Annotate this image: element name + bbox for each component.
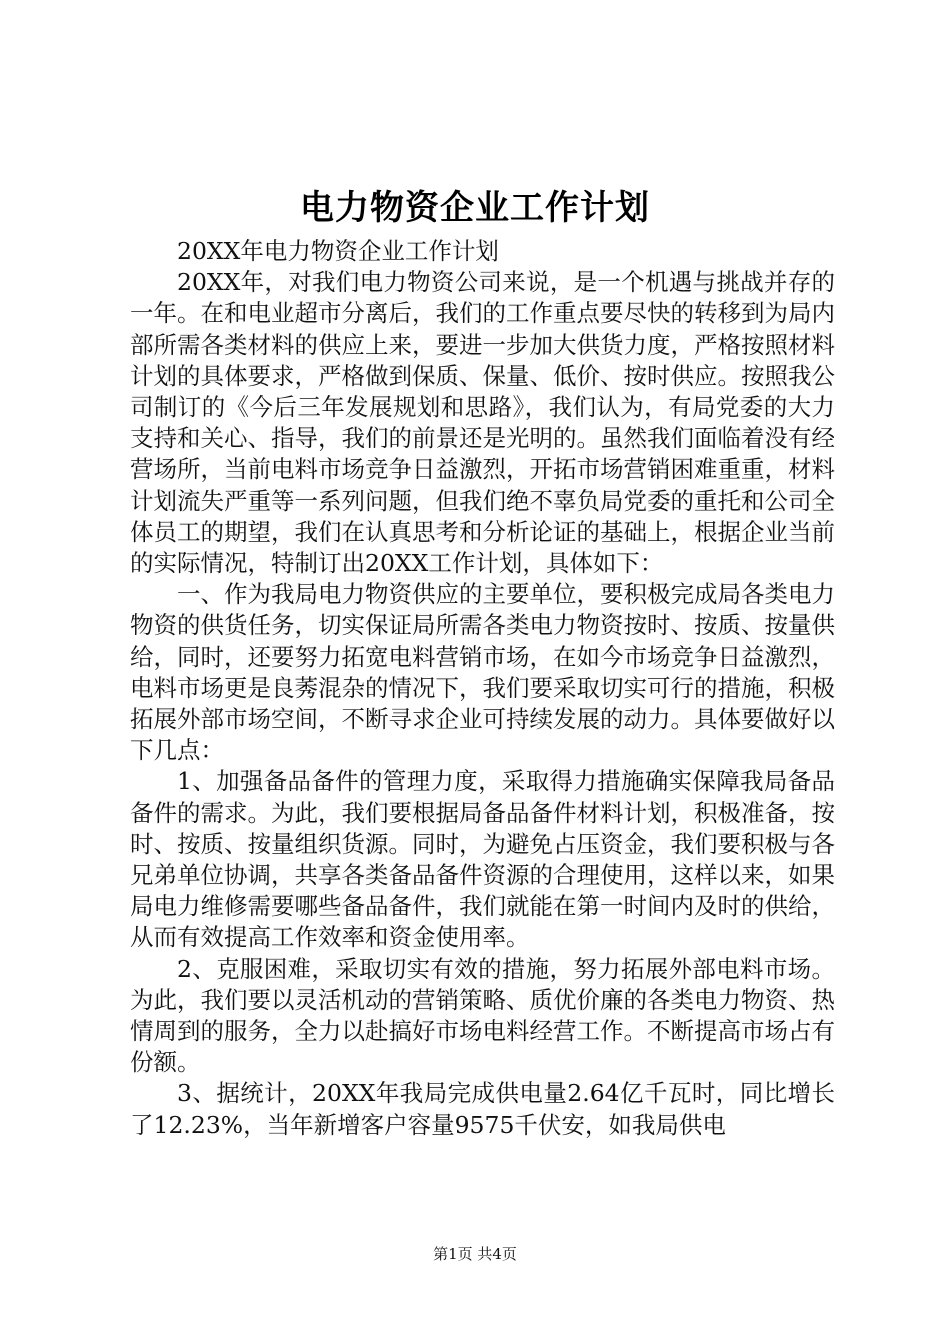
- paragraph-item-3: 3、据统计，20XX年我局完成供电量2.64亿千瓦时，同比增长了12.23%，当年新增客户容量9575千伏安，如我局供电: [130, 1079, 835, 1139]
- paragraph-item-1: 1、加强备品备件的管理力度，采取得力措施确实保障我局备品备件的需求。为此，我们要根据局备品备件材料计划，积极准备，按时、按质、按量组织货源。同时，为避免占压资金，我们要积极与各兄弟单位协调，共享各类备品备件资源的合理使用，这样以来，如果局电力维修需要哪些备品备件，我们就能在第一时间内及时的供给，从而有效提高工作效率和资金使用率。: [130, 767, 835, 952]
- paragraph-item-2: 2、克服困难，采取切实有效的措施，努力拓展外部电料市场。为此，我们要以灵活机动的营销策略、质优价廉的各类电力物资、热情周到的服务，全力以赴搞好市场电料经营工作。不断提高市场占有份额。: [130, 954, 835, 1077]
- paragraph-intro: 20XX年，对我们电力物资公司来说，是一个机遇与挑战并存的一年。在和电业超市分离后，我们的工作重点要尽快的转移到为局内部所需各类材料的供应上来，要进一步加大供货力度，严格按照材料计划的具体要求，严格做到保质、保量、低价、按时供应。按照我公司制订的《今后三年发展规划和思路》，我们认为，有局党委的大力支持和关心、指导，我们的前景还是光明的。虽然我们面临着没有经营场所，当前电料市场竞争日益激烈，开拓市场营销困难重重，材料计划流失严重等一系列问题，但我们绝不辜负局党委的重托和公司全体员工的期望，我们在认真思考和分析论证的基础上，根据企业当前的实际情况，特制订出20XX工作计划，具体如下：: [130, 268, 835, 578]
- document-body: [130, 236, 835, 1141]
- paragraph-section-one: 一、作为我局电力物资供应的主要单位，要积极完成局各类电力物资的供货任务，切实保证局所需各类电力物资按时、按质、按量供给，同时，还要努力拓宽电料营销市场，在如今市场竞争日益激烈，电料市场更是良莠混杂的情况下，我们要采取切实可行的措施，积极拓展外部市场空间，不断寻求企业可持续发展的动力。具体要做好以下几点：: [130, 580, 835, 765]
- document-title: 电力物资企业工作计划: [300, 188, 650, 228]
- page-number-footer: 第1页 共4页: [433, 1245, 517, 1263]
- paragraph-subtitle: 20XX年电力物资企业工作计划: [177, 237, 499, 265]
